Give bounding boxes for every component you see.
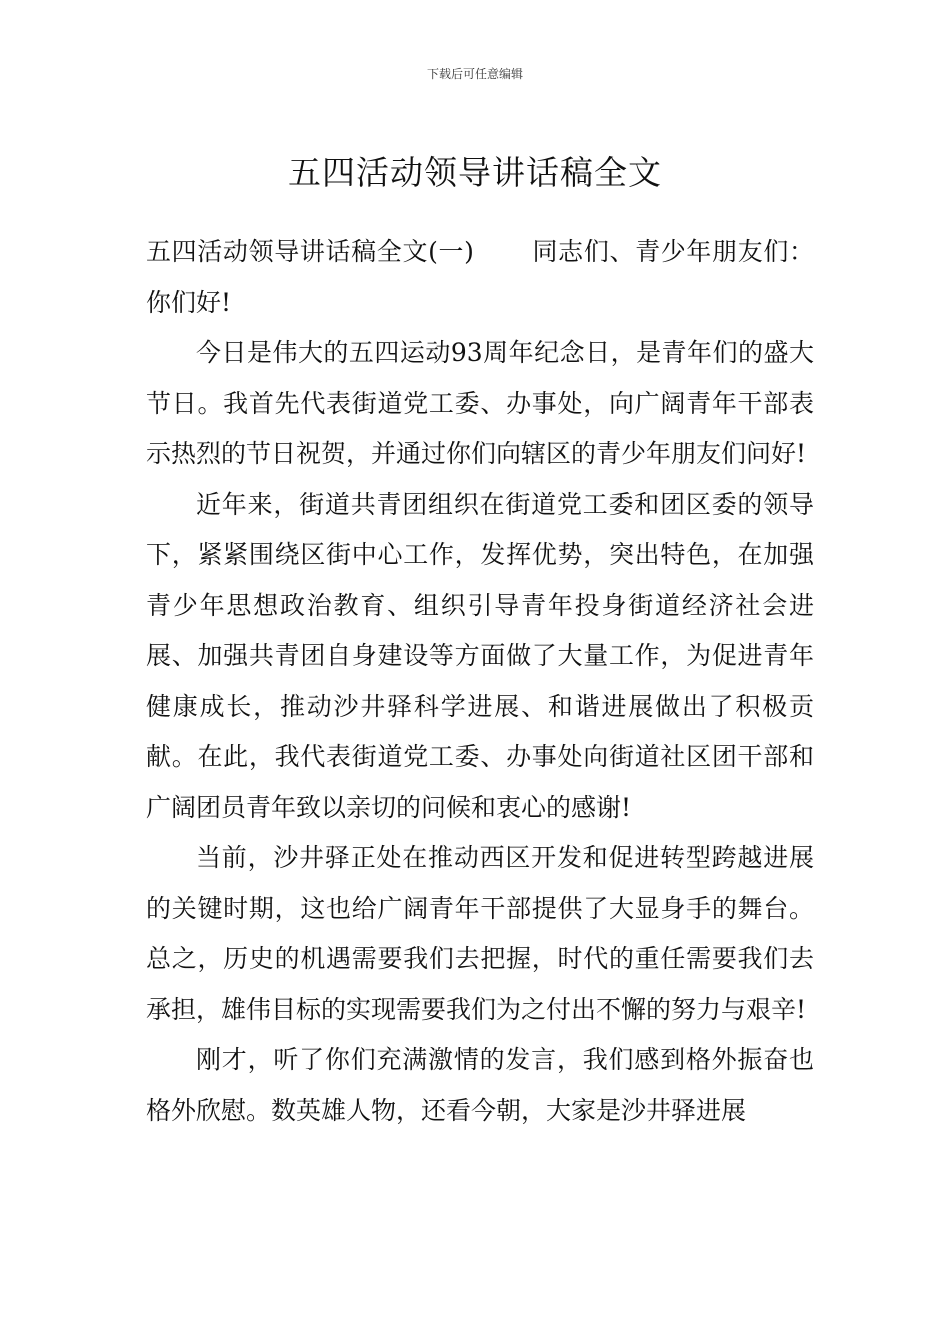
header-note: 下载后可任意编辑 — [426, 67, 523, 81]
intro-heading: 五四活动领导讲话稿全文(一) — [146, 237, 474, 266]
intro-greeting: 你们好! — [146, 287, 232, 317]
intro-paragraph — [146, 227, 814, 328]
intro-salutation: 同志们、青少年朋友们： — [531, 237, 814, 266]
document-body — [146, 227, 814, 1136]
body-paragraph-1: 今日是伟大的五四运动93周年纪念日，是青年们的盛大节日。我首先代表街道党工委、办事处，向广阔青年干部表示热烈的节日祝贺，并通过你们向辖区的青少年朋友们问好! — [146, 338, 814, 468]
body-paragraph-4: 刚才，听了你们充满激情的发言，我们感到格外振奋也格外欣慰。数英雄人物，还看今朝，大家是沙井驿进展 — [146, 1045, 814, 1125]
body-paragraph-3: 当前，沙井驿正处在推动西区开发和促进转型跨越进展的关键时期，这也给广阔青年干部提供了大显身手的舞台。总之，历史的机遇需要我们去把握，时代的重任需要我们去承担，雄伟目标的实现需要我们为之付出不懈的努力与艰辛! — [146, 843, 814, 1024]
body-paragraph-2: 近年来，街道共青团组织在街道党工委和团区委的领导下，紧紧围绕区街中心工作，发挥优势，突出特色，在加强青少年思想政治教育、组织引导青年投身街道经济社会进展、加强共青团自身建设等方面做了大量工作，为促进青年健康成长，推动沙井驿科学进展、和谐进展做出了积极贡献。在此，我代表街道党工委、办事处向街道社区团干部和广阔团员青年致以亲切的问候和衷心的感谢! — [146, 489, 814, 822]
document-title: 五四活动领导讲话稿全文 — [288, 153, 662, 193]
